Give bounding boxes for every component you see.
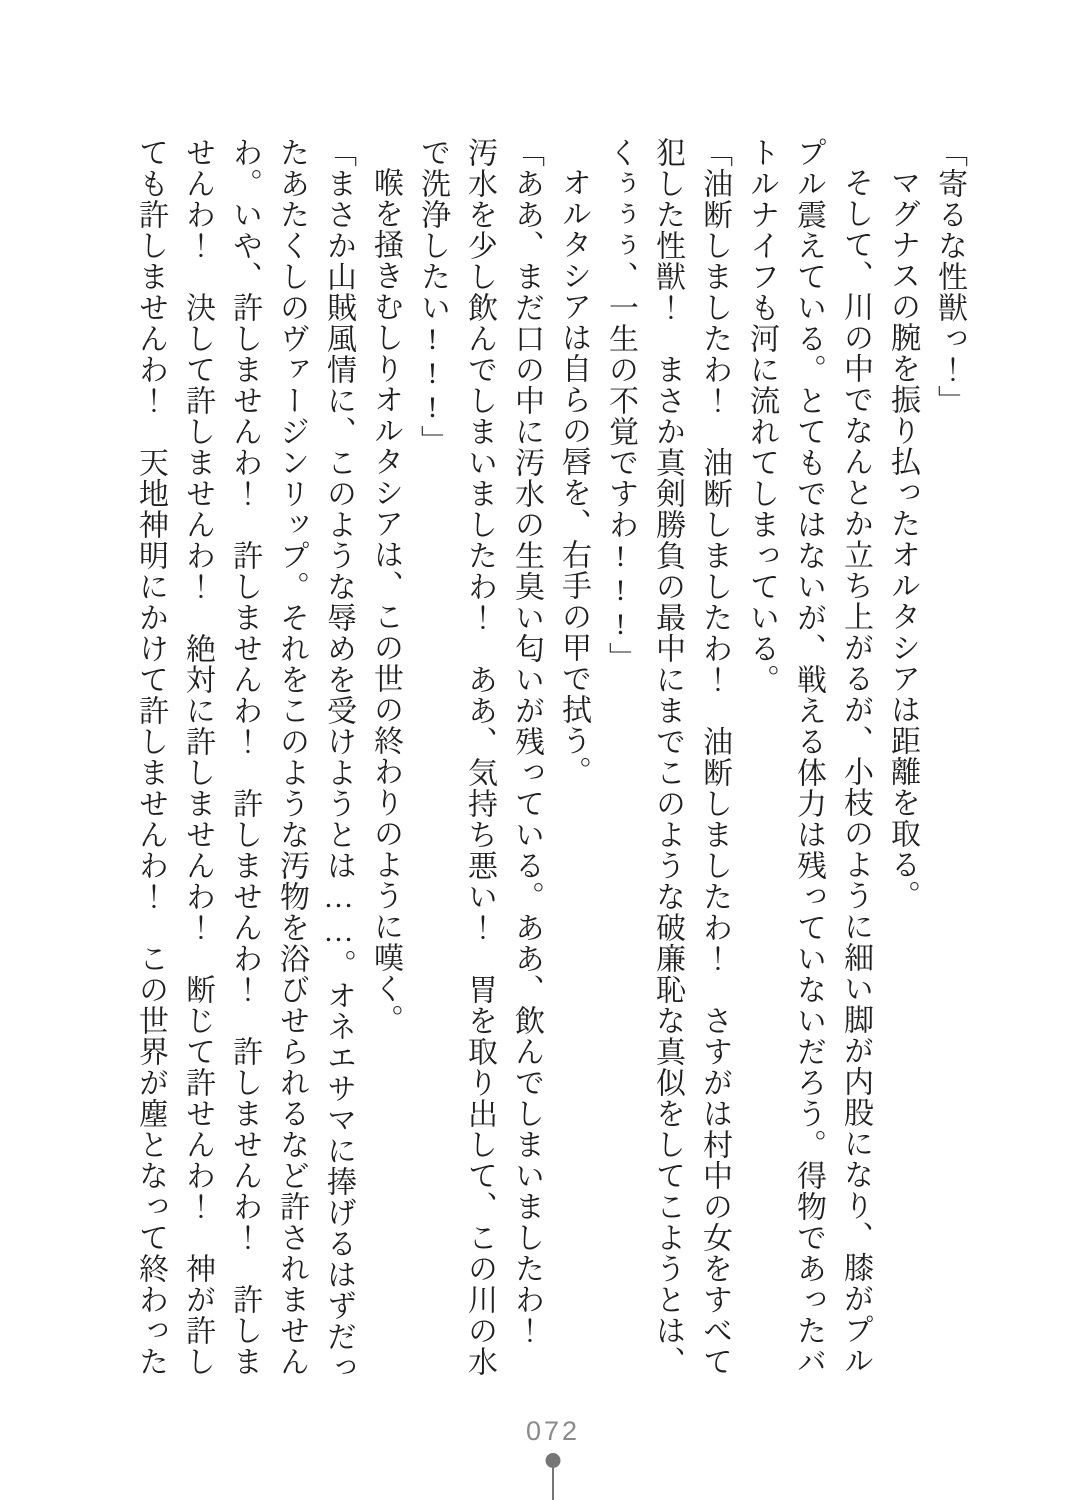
paragraph: マグナスの腕を振り払ったオルタシアは距離を取る。 [886, 167, 919, 911]
paragraph: オルタシアは自らの唇を、右手の甲で拭う。 [557, 167, 590, 787]
paragraph: 「ああ、まだ口の中に汚水の生臭い匂いが残っている。ああ、飲んでしまいましたわ！ 汚水を少し飲んでしまいましたわ！ ああ、気持ち悪い！ 胃を取り出して、この川の水で洗浄したい!!!」 [416, 137, 543, 1377]
page-number: 072 [525, 1416, 581, 1446]
paragraph: 「まさか山賊風情に、このような辱めを受けようとは……。オネエサマに捧げるはずだったあたくしのヴァージンリップ。それをこのような汚物を浴びせられるなど許されませんわ。いや、許しませんわ！ 許しませんわ！ 許しませんわ！ 許しませんわ！ 許しませんわ！ 決して許しませんわ！ 絶対に許しませんわ！ 断じて許せんわ！ 神が許しても許しませんわ！ 天地神明にかけて許しませんわ！ この世界が塵となって終わった [134, 137, 355, 1383]
paragraph: 「油断しましたわ！ 油断しましたわ！ 油断しましたわ！ さすがは村中の女をすべて犯した性獣！ まさか真剣勝負の最中にまでこのような破廉恥な真似をしてこようとは、くぅぅぅ、一生の不覚ですわ!!!」 [604, 137, 731, 1377]
paragraph: 喉を掻きむしりオルタシアは、この世の終わりのように嘆く。 [369, 167, 402, 1035]
footer-line-marker [552, 1464, 554, 1500]
novel-text-block [127, 137, 973, 1405]
paragraph: 「寄るな性獣っ！」 [933, 137, 966, 416]
paragraph: そして、川の中でなんとか立ち上がるが、小枝のように細い脚が内股になり、膝がプルプル震えている。とてもではないが、戦える体力は残っていないだろう。得物であったバトルナイフも河に流れてしまっている。 [745, 137, 872, 1377]
